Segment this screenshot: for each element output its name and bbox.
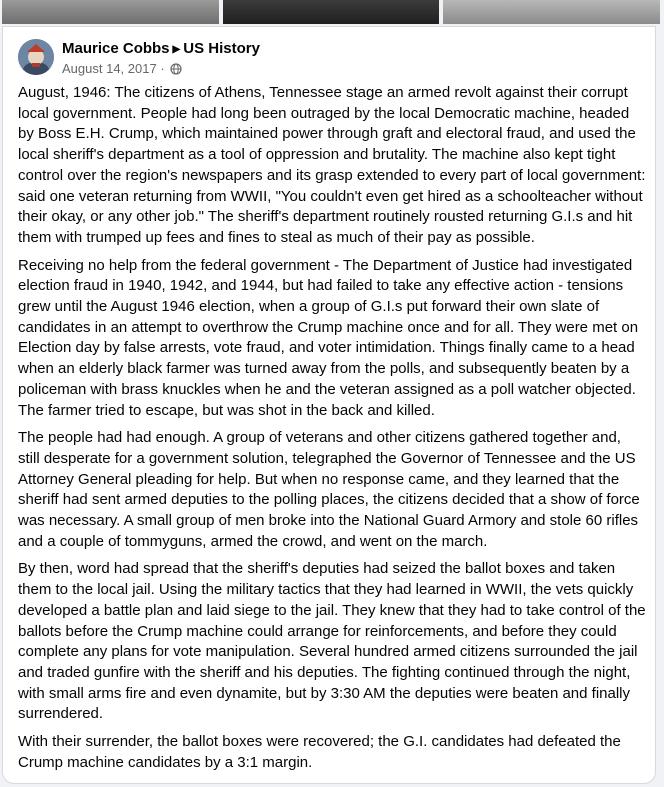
post-photo[interactable] — [223, 0, 440, 24]
group-name[interactable]: US History — [183, 40, 260, 57]
photo-strip[interactable] — [2, 0, 660, 24]
post-header — [18, 39, 260, 79]
globe-icon[interactable] — [170, 62, 182, 79]
post-paragraph: Receiving no help from the federal government - The Department of Justice had investigated election fraud in 1940, 1942, and 1944, but had failed to take any effective action - tensions grew until the August 1946 election, when a group of G.I.s put forward their own slate of candidates in an attempt to overthrow the Crump machine once and for all. They were met on Election day by false arrests, vote fraud, and voter intimidation. Things finally came to a head when an elderly black farmer was turned away from the polls, and subsequently beaten by a policeman with brass knuckles when he and the veteran assigned as a poll watcher objected. The farmer tried to escape, but was shot in the back and killed. — [18, 256, 639, 419]
post-paragraph: August, 1946: The citizens of Athens, Tennessee stage an armed revolt against their corrupt local government. People had long been outraged by the local Democratic machine, headed by Boss E.H. Crump, which maintained power through graft and electoral fraud, and used the local sheriff's department as a tool of oppression and brutality. The machine also kept tight control over the region's newspapers and its grasp extended to every part of local government: said one veteran returning from WWII, "You couldn't even get hired as a schoolteacher without their okay, or any other job." The sheriff's department routinely rousted returning G.I.s and hit them with trumped up fees and fines to steal as much of their pay as possible. — [18, 84, 646, 246]
dot-separator: · — [160, 61, 165, 76]
post-paragraph: By then, word had spread that the sheriff's deputies had seized the ballot boxes and taken them to the local jail. Using the military tactics that they had learned in WWII, the vets quickly developed a battle plan and laid siege to the jail. They knew that they had to take control of the ballots before the Crump machine could arrange for reinforcements, and before they could complete any plans for vote manipulation. Several hundred armed citizens surrounded the jail and traded gunfire with the sheriff and his deputies. The fighting continued through the night, with small arms fire and even dynamite, but by 3:30 AM the deputies were beaten and finally surrendered. — [18, 560, 646, 723]
caret-right-icon: ▶ — [172, 44, 181, 55]
post-date[interactable]: August 14, 2017 — [62, 61, 157, 76]
post-photo[interactable] — [443, 0, 660, 24]
avatar-image — [18, 39, 54, 75]
avatar[interactable] — [18, 39, 54, 75]
post-card — [2, 26, 656, 784]
post-paragraph: The people had had enough. A group of veterans and other citizens gathered together and, still desperate for a government solution, telegraphed the Governor of Tennessee and the US Attorney General pleading for help. But when no response came, and they learned that the sheriff had sent armed deputies to the polling places, the citizens decided that a show of force was necessary. A small group of men broke into the National Guard Armory and stole 60 rifles and a couple of tommyguns, armed the crowd, and went on the march. — [18, 429, 640, 550]
post-body — [18, 83, 646, 781]
post-photo[interactable] — [2, 0, 219, 24]
post-paragraph: With their surrender, the ballot boxes were recovered; the G.I. candidates had defeated the Crump machine candidates by a 3:1 margin. — [18, 733, 621, 771]
author-name[interactable]: Maurice Cobbs — [62, 40, 170, 57]
